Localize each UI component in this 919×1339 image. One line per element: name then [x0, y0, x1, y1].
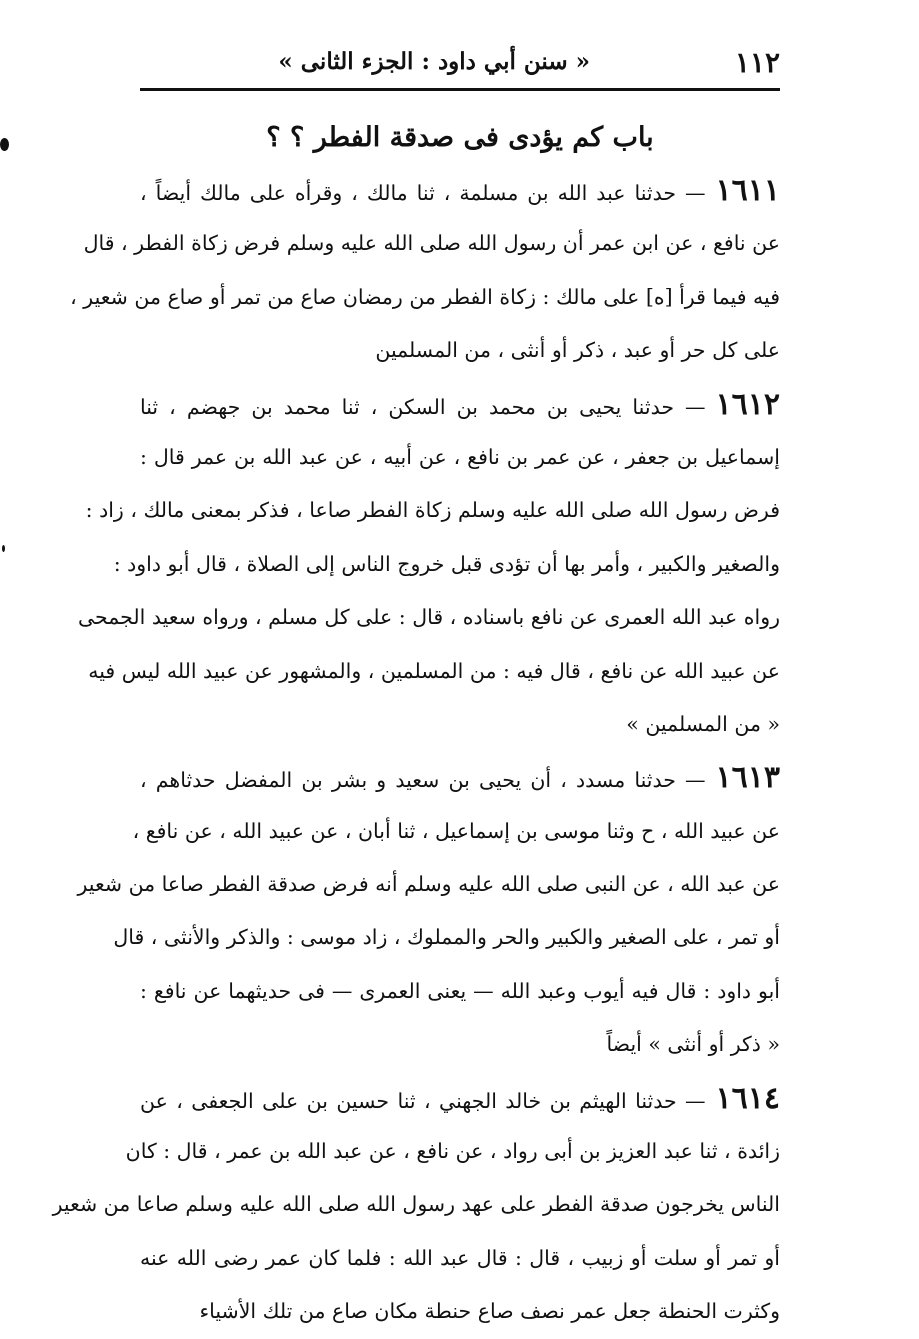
hadith-line: أو تمر أو سلت أو زبيب ، قال : قال عبد الله : فلما كان عمر رضى الله عنه	[140, 1245, 780, 1270]
margin-ink-mark	[0, 138, 9, 151]
chapter-title: باب كم يؤدى فى صدقة الفطر ؟ ؟	[266, 122, 654, 153]
header-rule	[140, 88, 780, 91]
hadith-line-text: — حدثنا يحيى بن محمد بن السكن ، ثنا محمد بن جهضم ، ثنا	[140, 394, 706, 419]
hadith-line: فيه فيما قرأ [ه] على مالك : زكاة الفطر من رمضان صاع من تمر أو صاع من شعير ،	[70, 284, 780, 309]
hadith-line-text: — حدثنا مسدد ، أن يحيى بن سعيد و بشر بن المفضل حدثاهم ،	[140, 768, 706, 793]
hadith-line: « ذكر أو أنثى » أيضاً	[606, 1032, 780, 1057]
hadith-line: وكثرت الحنطة جعل عمر نصف صاع حنطة مكان صاع من تلك الأشياء	[199, 1299, 780, 1324]
hadith-number: ١٦١١	[715, 173, 780, 208]
hadith-line: « من المسلمين »	[626, 711, 780, 736]
hadith-line: إسماعيل بن جعفر ، عن عمر بن نافع ، عن أبيه ، عن عبد الله بن عمر قال :	[140, 444, 780, 469]
hadith-line-text: — حدثنا عبد الله بن مسلمة ، ثنا مالك ، وقرأه على مالك أيضاً ،	[140, 181, 706, 205]
hadith-line: الناس يخرجون صدقة الفطر على عهد رسول الله صلى الله عليه وسلم صاعا من شعير	[52, 1192, 780, 1217]
margin-ink-mark	[2, 545, 5, 552]
hadith-number: ١٦١٣	[715, 760, 780, 796]
hadith-line: زائدة ، ثنا عبد العزيز بن أبى رواد ، عن نافع ، عن عبد الله بن عمر ، قال : كان	[125, 1139, 780, 1164]
hadith-line-text: — حدثنا الهيثم بن خالد الجهني ، ثنا حسين بن على الجعفى ، عن	[140, 1088, 706, 1113]
hadith-line	[140, 751, 780, 804]
hadith-line: عن عبد الله ، عن النبى صلى الله عليه وسلم أنه فرض صدقة الفطر صاعا من شعير	[77, 872, 780, 897]
running-title: « سنن أبي داود : الجزء الثانى »	[278, 48, 590, 75]
hadith-line: عن نافع ، عن ابن عمر أن رسول الله صلى الله عليه وسلم فرض زكاة الفطر ، قال	[83, 231, 780, 256]
hadith-line	[140, 164, 780, 217]
hadith-line	[140, 1072, 780, 1125]
page-number: ١١٢	[734, 46, 780, 79]
hadith-1614	[52, 1072, 780, 1339]
hadith-1613	[77, 751, 780, 1071]
hadith-line: على كل حر أو عبد ، ذكر أو أنثى ، من المسلمين	[375, 338, 780, 363]
hadith-1611	[70, 164, 780, 378]
hadith-line: عن عبيد الله عن نافع ، قال فيه : من المسلمين ، والمشهور عن عبيد الله ليس فيه	[88, 658, 780, 683]
hadith-line: عن عبيد الله ، ح وثنا موسى بن إسماعيل ، ثنا أبان ، عن عبيد الله ، عن نافع ،	[132, 818, 780, 843]
hadith-line: أبو داود : قال فيه أيوب وعبد الله — يعنى العمرى — فى حديثهما عن نافع :	[140, 978, 780, 1003]
hadith-line: أو تمر ، على الصغير والكبير والحر والمملوك ، زاد موسى : والذكر والأنثى ، قال	[113, 925, 780, 950]
hadith-line: فرض رسول الله صلى الله عليه وسلم زكاة الفطر صاعا ، فذكر بمعنى مالك ، زاد :	[85, 498, 780, 523]
hadith-line: رواه عبد الله العمرى عن نافع باسناده ، قال : على كل مسلم ، ورواه سعيد الجمحى	[77, 605, 780, 630]
text-block	[52, 112, 780, 1339]
hadith-line: والصغير والكبير ، وأمر بها أن تؤدى قبل خروج الناس إلى الصلاة ، قال أبو داود :	[113, 551, 780, 576]
hadith-number: ١٦١٤	[715, 1080, 780, 1116]
hadith-1612	[77, 378, 780, 752]
hadith-line	[140, 378, 780, 431]
hadith-number: ١٦١٢	[715, 386, 780, 422]
page-header	[140, 44, 780, 84]
